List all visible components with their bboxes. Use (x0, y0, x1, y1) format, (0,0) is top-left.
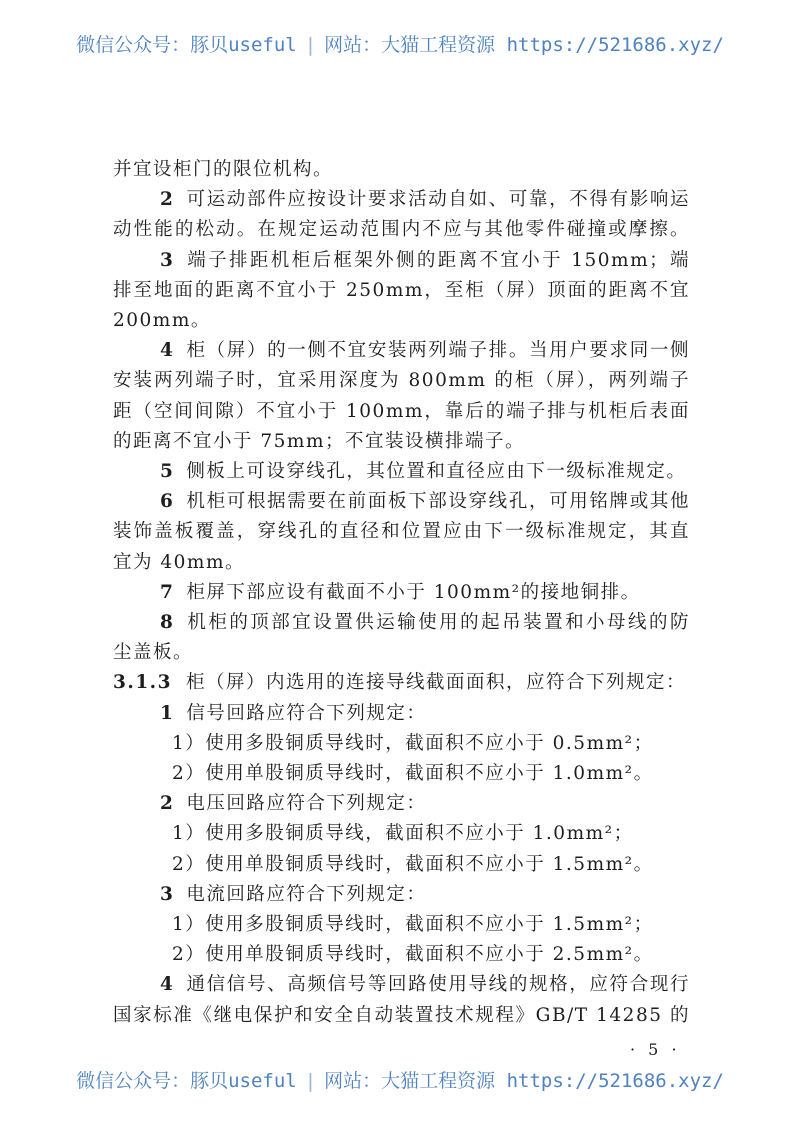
text-line (113, 550, 245, 576)
clause-text: 通信信号、高频信号等回路使用导线的规格，应符合现行 (186, 974, 690, 996)
text-line (113, 640, 193, 666)
clause-text: 机柜可根据需要在前面板下部设穿线孔，可用铭牌或其他 (186, 491, 690, 513)
watermark-wechat: 微信公众号：豚贝useful (76, 1070, 297, 1092)
text-line (113, 519, 690, 545)
clause-text: 排至地面的距离不宜小于 250mm，至柜（屏）顶面的距离不宜 (113, 279, 690, 301)
clause-text: 1）使用多股铜质导线时，截面积不应小于 0.5mm²； (172, 732, 654, 754)
clause-text: 电流回路应符合下列规定： (186, 883, 427, 905)
page-number: · 5 · (630, 1040, 681, 1059)
clause-text: 柜屏下部应设有截面不小于 100mm²的接地铜排。 (186, 581, 641, 603)
clause-text: 安装两列端子时，宜采用深度为 800mm 的柜（屏），两列端子 (113, 370, 690, 392)
clause-text: 尘盖板。 (113, 642, 194, 664)
clause-text: 距（空间间隙）不宜小于 100mm，靠后的端子排与机柜后表面 (113, 400, 690, 422)
clause-number: 2 (160, 189, 175, 211)
clause-number: 2 (160, 793, 175, 815)
clause-line (160, 459, 686, 485)
clause-line (160, 187, 690, 213)
text-line (172, 761, 654, 787)
clause-text: 电压回路应符合下列规定： (186, 793, 427, 815)
clause-text: 柜（屏）的一侧不宜安装两列端子排。当用户要求同一侧 (186, 340, 690, 362)
clause-number: 3 (160, 883, 175, 905)
text-line (113, 429, 525, 455)
clause-text: 装饰盖板覆盖，穿线孔的直径和位置应由下一级标准规定，其直 (113, 521, 690, 543)
clause-line (160, 882, 426, 908)
clause-number: 5 (160, 461, 175, 482)
clause-number: 3.1.3 (113, 672, 172, 694)
clause-text: 端子排距机柜后框架外侧的距离不宜小于 150mm；端 (186, 249, 690, 271)
text-line (172, 912, 654, 938)
clause-text: 2）使用单股铜质导线时，截面积不应小于 1.0mm²。 (172, 763, 654, 784)
clause-text: 200mm。 (113, 310, 211, 331)
clause-line (113, 670, 686, 696)
clause-line (160, 489, 690, 515)
text-line (172, 821, 634, 847)
clause-number: 4 (160, 340, 175, 362)
text-line (113, 368, 690, 394)
clause-line (160, 338, 690, 364)
watermark-separator: | (304, 34, 317, 56)
clause-text: 1）使用多股铜质导线时，截面积不应小于 1.5mm²； (172, 914, 654, 935)
clause-text: 机柜的顶部宜设置供运输使用的起吊装置和小母线的防 (186, 612, 690, 633)
watermark-header (0, 30, 800, 57)
clause-number: 3 (160, 249, 175, 271)
text-line (172, 852, 654, 878)
text-line (113, 308, 211, 334)
clause-text: 宜为 40mm。 (113, 551, 246, 573)
clause-text: 可运动部件应按设计要求活动自如、可靠，不得有影响运 (186, 189, 690, 211)
clause-text: 2）使用单股铜质导线时，截面积不应小于 1.5mm²。 (172, 853, 654, 875)
text-line (113, 399, 690, 425)
watermark-wechat: 微信公众号：豚贝useful (76, 34, 297, 56)
clause-text: 柜（屏）内选用的连接导线截面面积，应符合下列规定： (186, 672, 687, 694)
clause-text: 侧板上可设穿线孔，其位置和直径应由下一级标准规定。 (186, 461, 687, 482)
clause-text: 并宜设柜门的限位机构。 (113, 159, 334, 180)
text-line (113, 217, 690, 243)
clause-text: 的距离不宜小于 75mm；不宜装设横排端子。 (113, 430, 526, 452)
clause-line (160, 701, 426, 727)
text-line (113, 1003, 690, 1029)
clause-text: 信号回路应符合下列规定： (186, 702, 427, 724)
clause-text: 1）使用多股铜质导线，截面积不应小于 1.0mm²； (172, 823, 634, 845)
clause-number: 1 (160, 702, 175, 724)
clause-number: 7 (160, 581, 175, 603)
clause-line (160, 972, 690, 998)
watermark-footer (0, 1066, 800, 1093)
clause-text: 2）使用单股铜质导线时，截面积不应小于 2.5mm²。 (172, 944, 654, 966)
clause-text: 国家标准《继电保护和安全自动装置技术规程》GB/T 14285 的 (113, 1004, 690, 1026)
watermark-separator: | (304, 1070, 317, 1092)
clause-line (160, 791, 426, 817)
clause-line (160, 248, 690, 274)
clause-number: 4 (160, 974, 175, 996)
watermark-website: 网站：大猫工程资源 https://521686.xyz/ (324, 34, 724, 56)
text-line (113, 157, 333, 183)
clause-line (160, 580, 641, 606)
clause-number: 8 (160, 612, 175, 633)
clause-text: 动性能的松动。在规定运动范围内不应与其他零件碰撞或摩擦。 (113, 219, 690, 241)
text-line (113, 278, 690, 304)
clause-number: 6 (160, 491, 175, 513)
clause-line (160, 610, 690, 636)
text-line (172, 731, 654, 757)
text-line (172, 942, 654, 968)
watermark-website: 网站：大猫工程资源 https://521686.xyz/ (324, 1070, 724, 1092)
